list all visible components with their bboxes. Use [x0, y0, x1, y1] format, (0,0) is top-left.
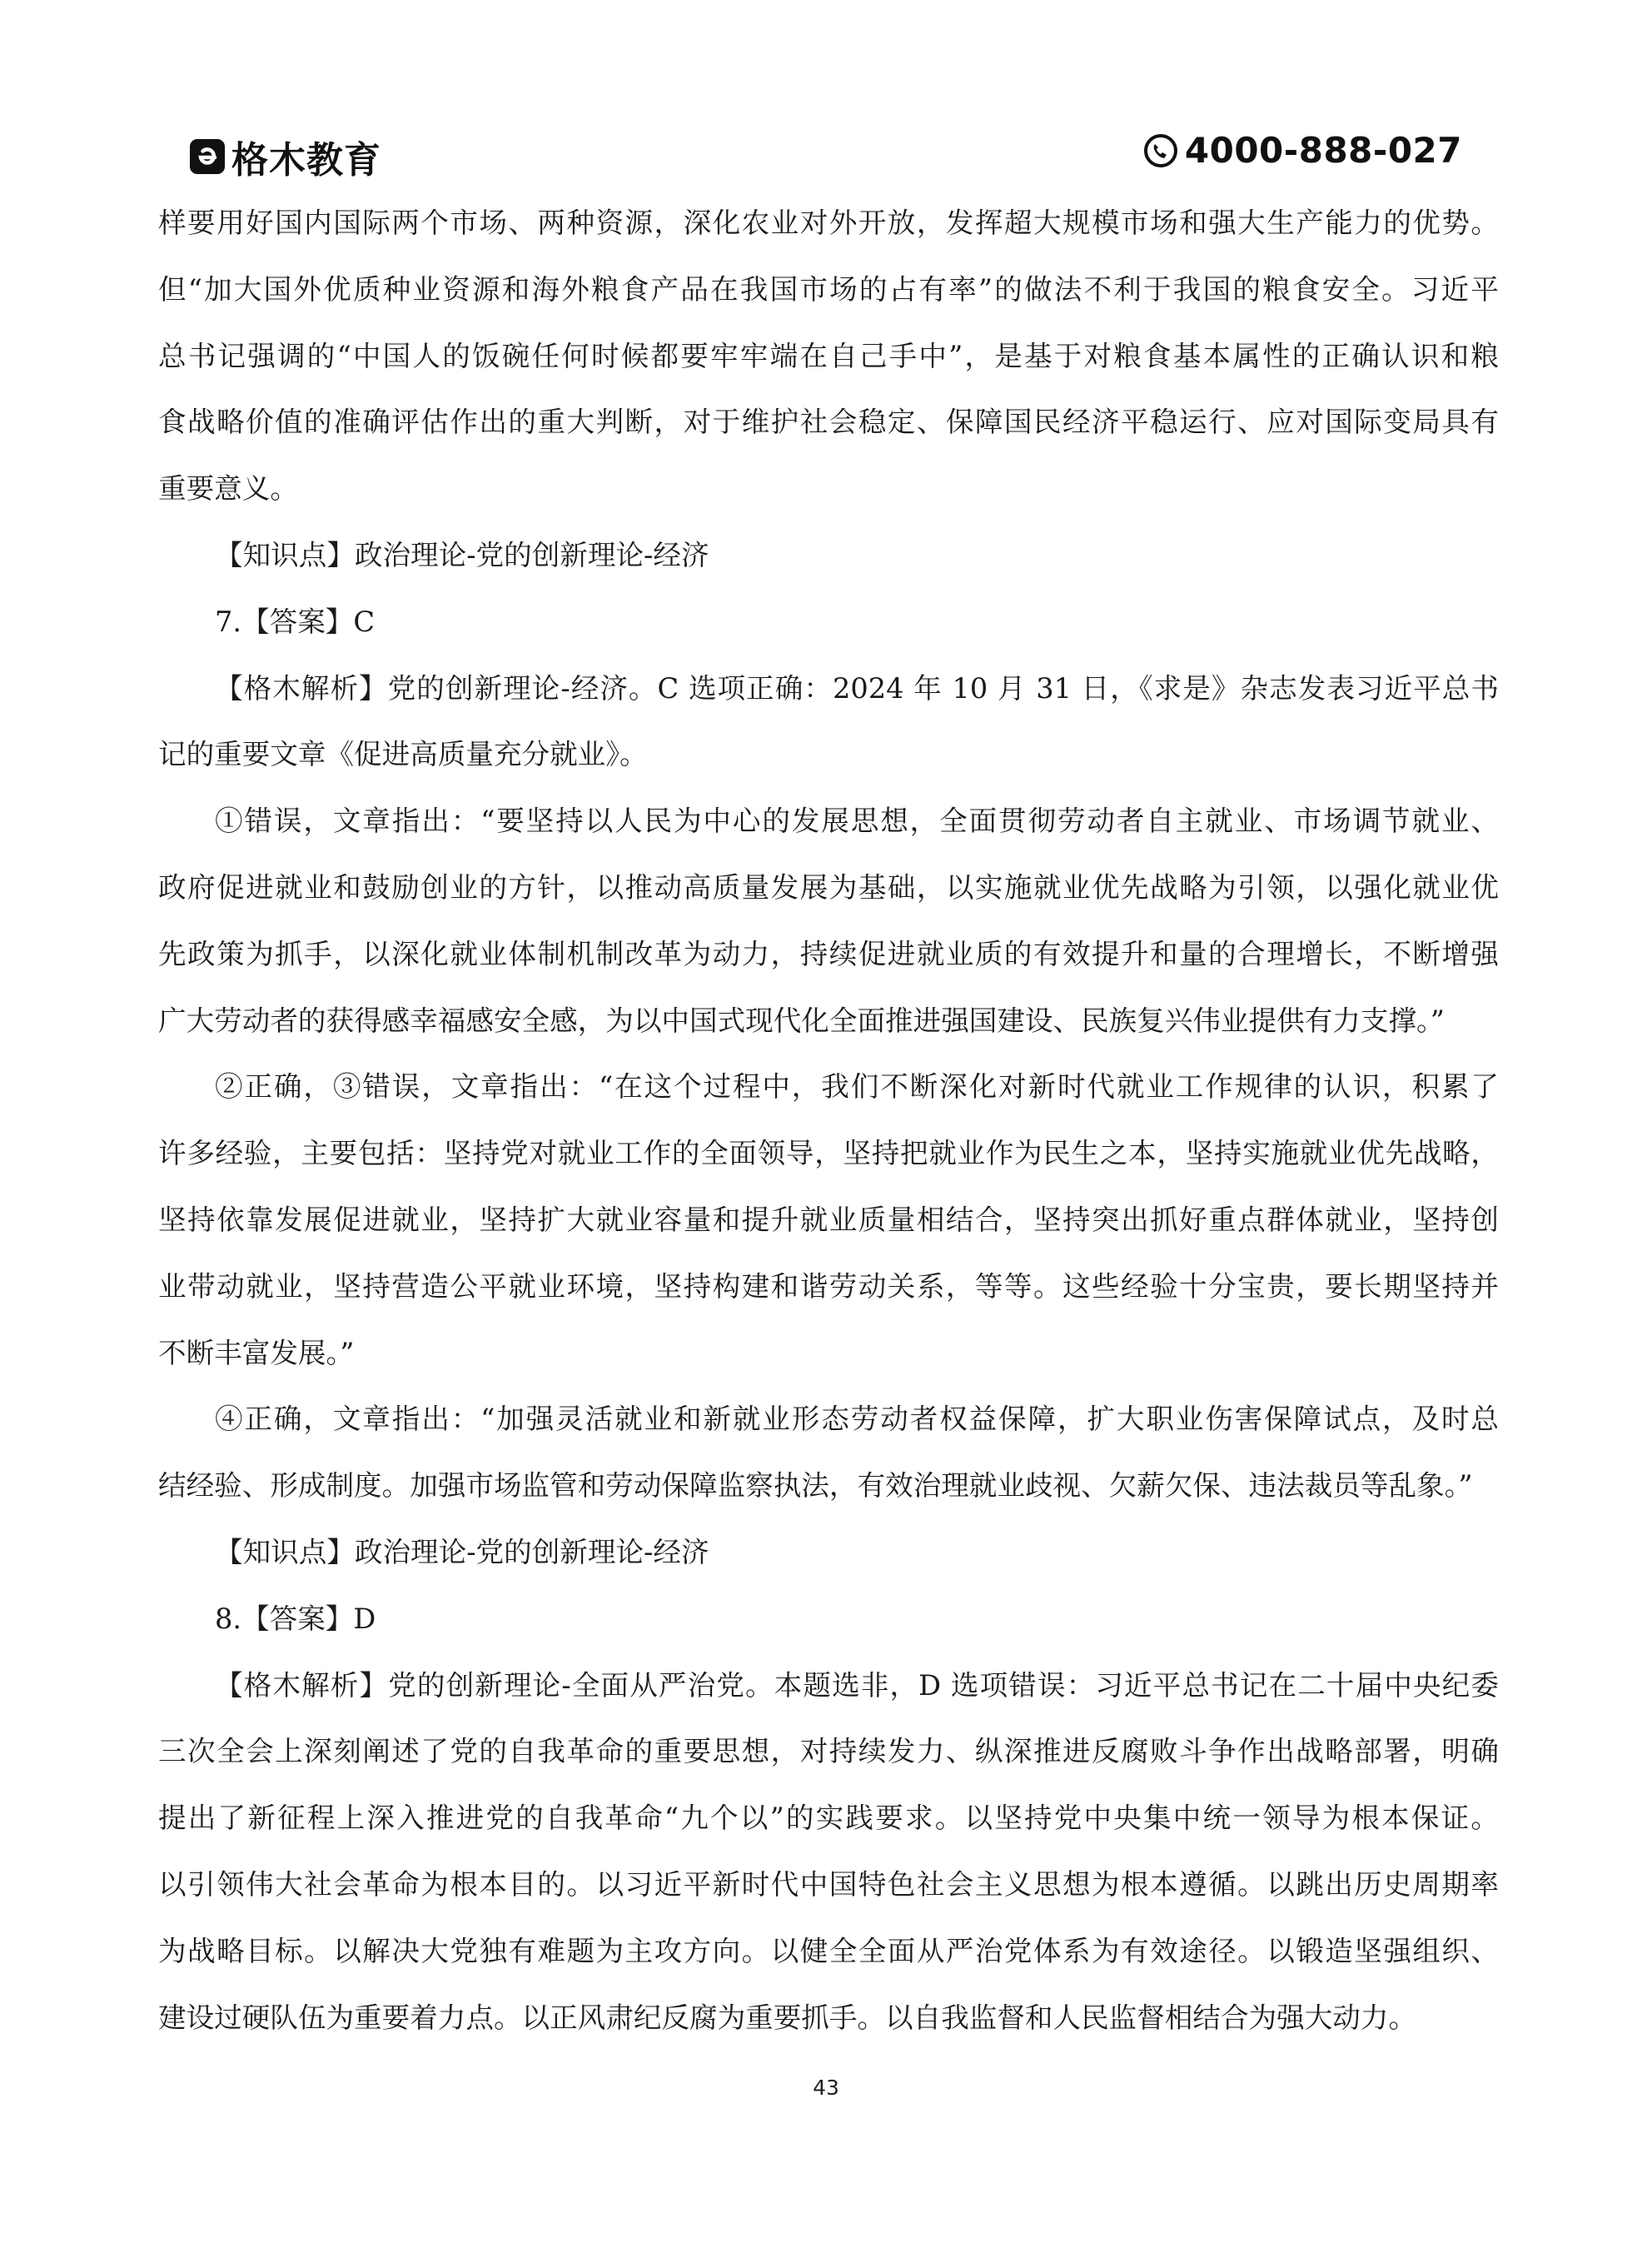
- text-line: 样要用好国内国际两个市场、两种资源，深化农业对外开放，发挥超大规模市场和强大生产能力的优势。: [158, 207, 1499, 239]
- text-line: 不断丰富发展。”: [158, 1336, 355, 1369]
- answer-8: 8.【答案】D: [215, 1602, 376, 1635]
- text-line: 政府促进就业和鼓励创业的方针，以推动高质量发展为基础，以实施就业优先战略为引领，以强化就业优: [158, 870, 1499, 904]
- brand-logo: [190, 130, 381, 183]
- text-line: 业带动就业，坚持营造公平就业环境，坚持构建和谐劳动关系，等等。这些经验十分宝贵，要长期坚持并: [158, 1269, 1499, 1303]
- text-line: ②正确，③错误，文章指出：“在这个过程中，我们不断深化对新时代就业工作规律的认识，积累了: [215, 1070, 1499, 1104]
- text-line: 许多经验，主要包括：坚持党对就业工作的全面领导，坚持把就业作为民生之本，坚持实施就业优先战略，: [158, 1137, 1499, 1170]
- text-line: 记的重要文章《促进高质量充分就业》。: [158, 738, 648, 771]
- document-body: [158, 190, 1499, 2051]
- analysis-line: 【格木解析】党的创新理论-全面从严治党。本题选非，D 选项错误：习近平总书记在二十届中央纪委: [215, 1668, 1499, 1702]
- text-line: 先政策为抓手，以深化就业体制机制改革为动力，持续促进就业质的有效提升和量的合理增长，不断增强: [158, 937, 1499, 970]
- text-line: 建设过硬队伍为重要着力点。以正风肃纪反腐为重要抓手。以自我监督和人民监督相结合为强大动力。: [158, 2001, 1417, 2034]
- page-header: [190, 127, 1462, 185]
- brand-e-icon: [190, 139, 225, 174]
- answer-7: 7.【答案】C: [215, 605, 376, 638]
- hotline-number: 4000-888-027: [1184, 130, 1462, 171]
- knowledge-point: 【知识点】政治理论-党的创新理论-经济: [215, 1535, 709, 1568]
- text-line: 重要意义。: [158, 472, 298, 506]
- text-line: ④正确，文章指出：“加强灵活就业和新就业形态劳动者权益保障，扩大职业伤害保障试点，及时总: [215, 1403, 1499, 1436]
- phone-icon: [1143, 133, 1178, 168]
- text-line: 总书记强调的“中国人的饭碗任何时候都要牢牢端在自己手中”，是基于对粮食基本属性的正确认识和粮: [158, 339, 1499, 372]
- page-number: 43: [813, 2076, 839, 2100]
- text-line: 以引领伟大社会革命为根本目的。以习近平新时代中国特色社会主义思想为根本遵循。以跳出历史周期率: [158, 1867, 1499, 1901]
- text-line: 提出了新征程上深入推进党的自我革命“九个以”的实践要求。以坚持党中央集中统一领导为根本保证。: [158, 1802, 1499, 1835]
- text-line: 但“加大国外优质种业资源和海外粮食产品在我国市场的占有率”的做法不利于我国的粮食安全。习近平: [158, 272, 1499, 306]
- knowledge-point: 【知识点】政治理论-党的创新理论-经济: [215, 538, 709, 571]
- text-line: 坚持依靠发展促进就业，坚持扩大就业容量和提升就业质量相结合，坚持突出抓好重点群体就业，坚持创: [158, 1203, 1499, 1236]
- text-line: 为战略目标。以解决大党独有难题为主攻方向。以健全全面从严治党体系为有效途径。以锻造坚强组织、: [158, 1934, 1499, 1967]
- text-line: ①错误，文章指出：“要坚持以人民为中心的发展思想，全面贯彻劳动者自主就业、市场调节就业、: [215, 805, 1499, 838]
- analysis-line: 【格木解析】党的创新理论-经济。C 选项正确：2024 年 10 月 31 日，《求是》杂志发表习近平总书: [215, 671, 1499, 705]
- text-line: 结经验、形成制度。加强市场监管和劳动保障监察执法，有效治理就业歧视、欠薪欠保、违法裁员等乱象。”: [158, 1469, 1473, 1503]
- hotline: [1143, 130, 1462, 171]
- text-line: 三次全会上深刻阐述了党的自我革命的重要思想，对持续发力、纵深推进反腐败斗争作出战略部署，明确: [158, 1735, 1499, 1768]
- brand-name: 格木教育: [231, 139, 381, 182]
- text-line: 食战略价值的准确评估作出的重大判断，对于维护社会稳定、保障国民经济平稳运行、应对国际变局具有: [158, 406, 1499, 439]
- text-line: 广大劳动者的获得感幸福感安全感，为以中国式现代化全面推进强国建设、民族复兴伟业提供有力支撑。”: [158, 1004, 1445, 1037]
